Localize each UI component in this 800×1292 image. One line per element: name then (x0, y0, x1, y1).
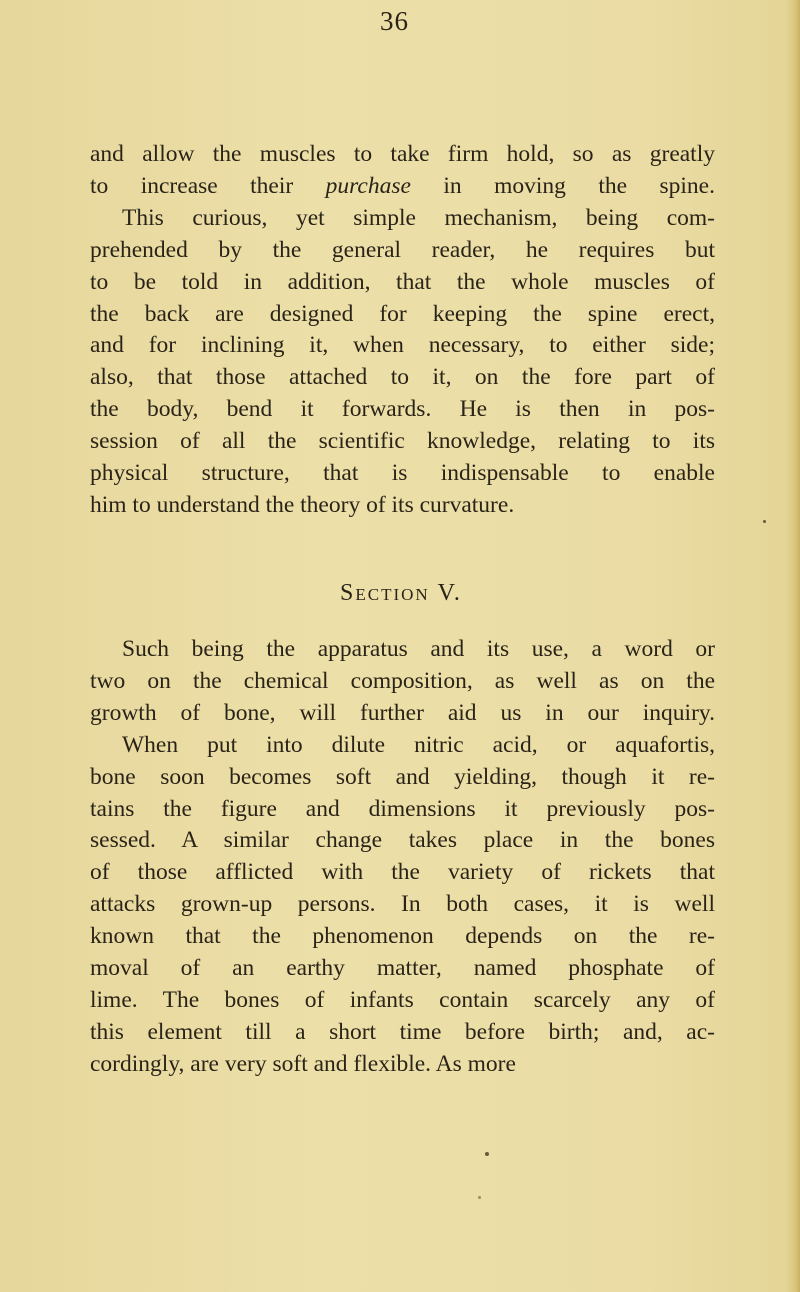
text-line (90, 171, 715, 203)
text-line: the body, bend it forwards. He is then in pos- (90, 396, 715, 423)
text-line: to be told in addition, that the whole muscles of (90, 268, 715, 295)
italic-word: purchase (325, 172, 411, 199)
text-line: sessed. A similar change takes place in the bones (90, 827, 715, 854)
text-line: the back are designed for keeping the spine erect, (90, 300, 715, 327)
text-line: two on the chemical composition, as well as on the (90, 667, 715, 694)
section-heading (340, 580, 462, 607)
text-fragment: to increase their (90, 172, 326, 199)
text-line: of those afflicted with the variety of rickets that (90, 859, 715, 886)
text-line: lime. The bones of infants contain scarcely any of (90, 986, 715, 1013)
section-label: Section (340, 580, 430, 606)
text-line: this element till a short time before birth; and, ac- (90, 1018, 715, 1045)
paper-speck (478, 1196, 481, 1199)
section-numeral: V. (437, 580, 462, 606)
text-line: also, that those attached to it, on the fore part of (90, 364, 715, 391)
text-line: physical structure, that is indispensable to enable (90, 460, 715, 487)
text-line: known that the phenomenon depends on the re- (90, 923, 715, 950)
text-line: Such being the apparatus and its use, a word or (122, 636, 715, 662)
text-line: growth of bone, will further aid us in our inquiry. (90, 699, 715, 726)
text-line: prehended by the general reader, he requires but (90, 236, 715, 263)
text-line: moval of an earthy matter, named phosphate of (90, 955, 715, 982)
text-line: tains the figure and dimensions it previously pos- (90, 795, 715, 822)
text-line: him to understand the theory of its curvature. (90, 491, 515, 518)
page-edge (786, 0, 800, 1292)
text-line: and allow the muscles to take firm hold, so as greatly (90, 141, 715, 167)
text-line: bone soon becomes soft and yielding, though it re- (90, 763, 715, 790)
paragraph-2 (90, 634, 715, 1081)
paragraph-1 (90, 139, 715, 522)
text-line: When put into dilute nitric acid, or aquafortis, (122, 731, 715, 758)
page-number: 36 (380, 6, 409, 36)
text-line: and for inclining it, when necessary, to either side; (90, 332, 715, 359)
paper-speck (485, 1152, 489, 1156)
paper-speck (763, 520, 766, 523)
text-line: session of all the scientific knowledge, relating to its (90, 428, 715, 455)
text-line: attacks grown-up persons. In both cases, it is well (90, 891, 715, 918)
text-line: This curious, yet simple mechanism, being com- (122, 204, 715, 231)
text-fragment: in moving the spine. (410, 172, 715, 199)
text-line: cordingly, are very soft and flexible. As more (90, 1050, 516, 1077)
